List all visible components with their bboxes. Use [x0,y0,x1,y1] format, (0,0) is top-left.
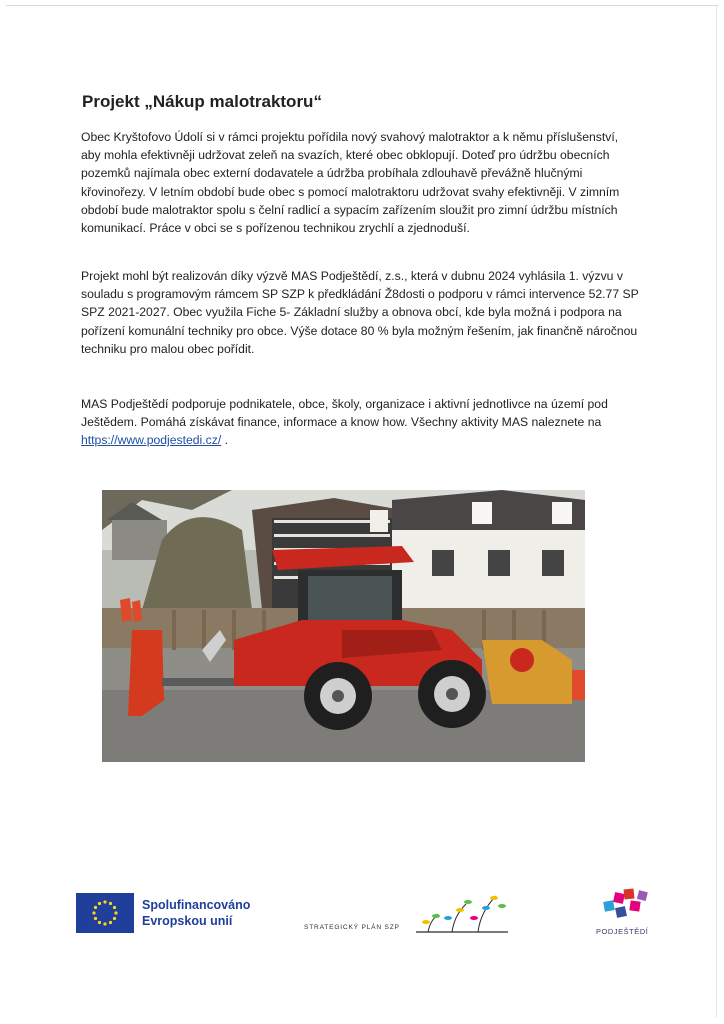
paragraph-funding: Projekt mohl být realizován díky výzvě MAS Podještědí, z.s., která v dubnu 2024 vyhlásila 1. výzvu v souladu s programovým rámcem SP SZP k předkládání Ž8dosti o podporu v rámci intervence 52.77 SP SPZ 2021-2027. Obec využila Fiche 5- Základní služby a obnova obcí, kde byla možná i podpora na pořízení komunální techniky pro obce. Výše dotace 80 % byla možným řešením, jak finančně náročnou techniku pro malou obec pořídit. [81,269,639,356]
mas-info-text: MAS Podještědí podporuje podnikatele, obce, školy, organizace i aktivní jednotlivce na území pod Ještědem. Pomáhá získávat finance, informace a know how. Všechny aktivity MAS naleznete na [81,397,608,430]
eu-cofinancing-text [142,897,250,929]
spszp-label: STRATEGICKÝ PLÁN SZP [304,924,400,931]
mas-info-end: . [221,433,229,448]
eu-text-line1: Spolufinancováno [142,898,251,912]
puzzle-pieces-icon [600,885,652,925]
tractor-photo [102,490,585,762]
eu-stars-icon [76,893,134,933]
plant-sprouts-icon [408,888,518,936]
page-border-right [716,6,717,1018]
mas-website-link[interactable]: https://www.podjestedi.cz/ [81,433,222,448]
document-title: Projekt „Nákup malotraktoru“ [82,92,322,111]
mas-label: PODJEŠTĚDÍ [596,927,649,936]
eu-flag-icon [76,893,134,933]
spszp-logo [304,888,516,940]
mas-podjestedi-logo [594,885,660,939]
paragraph-project-description: Obec Kryštofovo Údolí si v rámci projektu pořídila nový svahový malotraktor a k němu příslušenství, aby mohla efektivněji udržovat zeleň na svazích, které obec obklopují. Doteď pro údržbu obecních pozemků najímala obec externí dodavatele a údržba probíhala zdlouhavě převážně hlučnými křovinořezy. V letním období bude obec s pomocí malotraktoru udržovat svahy efektivněji. V zimním období bude malotraktor spolu s čelní radlicí a sypacím zařízením sloužit pro zimní údržbu místních komunikací. Práce v obci se s pořízenou technikou zrychlí a zjednoduší. [81,130,620,236]
tractor-photo-illustration [102,490,585,762]
page-border-top [6,5,718,6]
eu-cofinancing-logo [76,893,262,935]
paragraph-mas-info [81,395,641,450]
eu-text-line2: Evropskou unií [142,914,233,928]
